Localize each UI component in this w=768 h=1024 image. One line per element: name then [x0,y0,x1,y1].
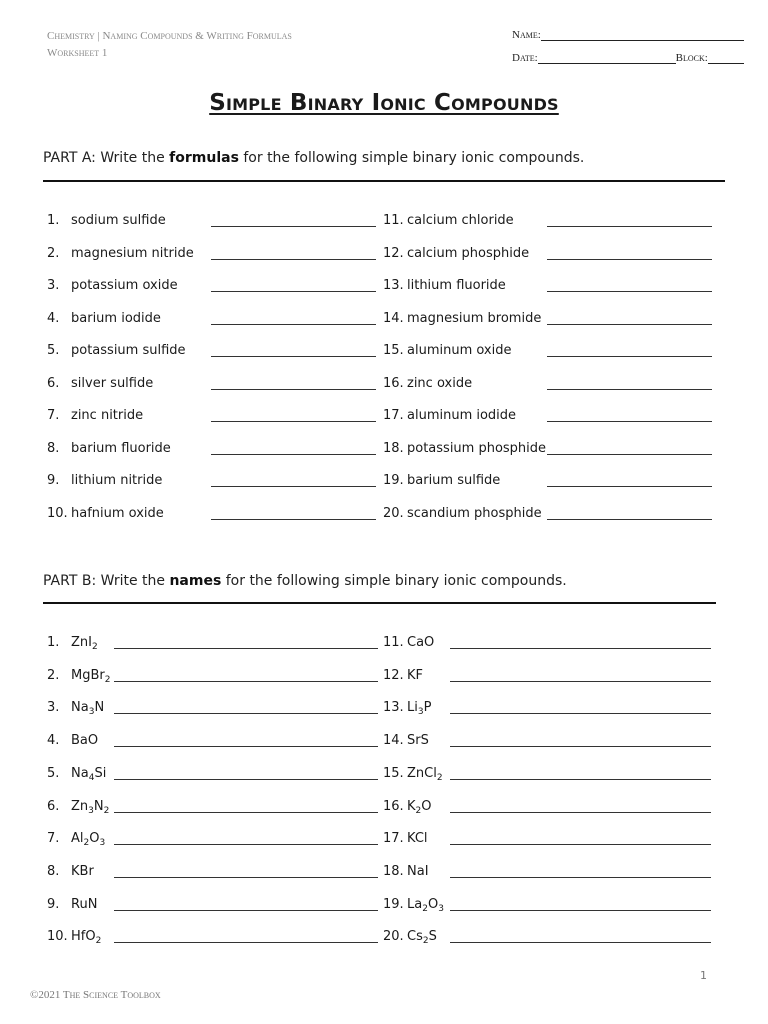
answer-blank[interactable] [211,474,376,487]
answer-blank[interactable] [211,344,376,357]
compound-name: zinc oxide [407,375,473,391]
part-b-divider [43,602,716,604]
course-title: Chemistry | Naming Compounds & Writing Formulas [47,30,292,42]
part-b-item [47,826,378,849]
answer-blank[interactable] [211,507,376,520]
item-number: 12. [383,245,404,261]
part-a-item [47,241,376,261]
compound-name: hafnium oxide [71,505,164,521]
chemical-formula: $La_2O_3$ [407,896,444,914]
answer-blank[interactable] [450,898,711,911]
part-b-item [383,924,711,947]
item-number: 2. [47,245,60,261]
item-number: 5. [47,343,60,358]
item-number: 7. [47,831,60,847]
part-a-item [383,371,712,391]
item-number: 15. [383,343,404,358]
item-number: 5. [47,765,60,781]
answer-blank[interactable] [114,930,378,943]
part-b-item [47,728,378,748]
chemical-formula: CaO [407,635,435,650]
chemical-formula: $Na_4Si$ [71,765,107,783]
answer-blank[interactable] [211,214,376,227]
chemical-formula: RuN [71,896,98,912]
chemical-formula: ZnI$_2$ [71,635,98,652]
answer-blank[interactable] [114,636,378,649]
item-number: 17. [383,408,404,423]
item-number: 9. [47,896,60,912]
answer-blank[interactable] [211,279,376,292]
item-number: 2. [47,667,60,683]
compound-name: sodium sulfide [71,213,166,228]
part-a-item [383,436,712,456]
part-a-item [383,403,712,423]
item-number: 11. [383,213,404,228]
answer-blank[interactable] [211,377,376,390]
part-b-item [383,663,711,683]
item-number: 10. [47,505,68,521]
part-a-item [47,371,376,391]
date-label: Date: [512,52,538,64]
name-field[interactable] [541,28,744,41]
part-a-item [383,241,712,261]
part-a-item [383,208,712,228]
part-a-item [47,338,376,358]
item-number: 14. [383,733,404,749]
item-number: 11. [383,635,404,650]
part-a-item [47,403,376,423]
part-b-item [383,761,711,781]
answer-blank[interactable] [547,442,712,455]
item-number: 18. [383,863,404,879]
compound-name: magnesium bromide [407,310,542,326]
chemical-formula: KF [407,667,424,683]
course-header [47,28,292,62]
item-number: 19. [383,896,404,912]
answer-blank[interactable] [450,701,711,714]
part-a-divider [43,180,725,182]
answer-blank[interactable] [450,832,711,845]
part-a-heading: PART A: Write the formulas for the following simple binary ionic compounds. [43,150,585,166]
answer-blank[interactable] [114,800,378,813]
worksheet-label: Worksheet 1 [47,47,108,59]
answer-blank[interactable] [547,344,712,357]
answer-blank[interactable] [450,865,711,878]
answer-blank[interactable] [450,800,711,813]
answer-blank[interactable] [547,377,712,390]
item-number: 13. [383,700,404,716]
item-number: 4. [47,733,60,749]
copyright-footer: ©2021 The Science Toolbox [30,989,161,1001]
part-b-item [47,892,378,912]
item-number: 12. [383,667,404,683]
compound-name: silver sulfide [71,375,154,391]
answer-blank[interactable] [211,442,376,455]
part-a-item [383,306,712,326]
part-b-heading: PART B: Write the names for the following simple binary ionic compounds. [43,573,567,589]
name-label: Name: [512,29,541,41]
answer-blank[interactable] [450,669,711,682]
part-a-item [47,306,376,326]
part-a-item [383,501,712,521]
chemical-formula: $Al_2O_3$ [71,831,106,849]
chemical-formula: KCl [407,831,428,847]
answer-blank[interactable] [114,669,378,682]
part-a-item [47,501,376,521]
item-number: 6. [47,375,60,391]
chemical-formula: $Li_3P$ [407,700,432,718]
compound-name: aluminum iodide [407,408,517,423]
answer-blank[interactable] [547,507,712,520]
compound-name: barium fluoride [71,440,171,456]
item-number: 3. [47,278,60,293]
answer-blank[interactable] [547,409,712,422]
part-b-item [383,695,711,718]
part-b-item [47,761,378,781]
block-label: Block: [675,52,708,64]
part-b-item [383,892,711,912]
part-a-item [47,208,376,228]
part-b-item [47,924,378,947]
part-b-item [383,826,711,846]
answer-blank[interactable] [547,247,712,260]
page-number: 1 [700,969,707,982]
chemical-formula: $Zn_3N_2$ [71,798,110,816]
item-number: 6. [47,798,60,814]
part-b-item [47,630,378,650]
answer-blank[interactable] [450,636,711,649]
part-b-item [47,695,378,718]
chemical-formula: HfO$_2$ [71,929,102,947]
chemical-formula: MgBr$_2$ [71,667,111,685]
item-number: 1. [47,213,60,228]
item-number: 9. [47,473,60,488]
answer-blank[interactable] [114,701,378,714]
compound-name: lithium nitride [71,473,163,488]
student-info [512,24,744,70]
item-number: 20. [383,505,404,521]
item-number: 8. [47,440,60,456]
item-number: 17. [383,831,404,847]
item-number: 4. [47,310,60,326]
chemical-formula: BaO [71,733,99,749]
compound-name: calcium chloride [407,213,514,228]
item-number: 16. [383,798,404,814]
compound-name: aluminum oxide [407,343,512,358]
compound-name: lithium fluoride [407,278,506,293]
item-number: 3. [47,700,60,716]
date-field[interactable] [538,51,676,64]
item-number: 15. [383,765,404,781]
compound-name: barium iodide [71,310,161,326]
item-number: 7. [47,408,60,423]
compound-name: scandium phosphide [407,505,542,521]
page-title: Simple Binary Ionic Compounds [209,90,559,116]
answer-blank[interactable] [450,767,711,780]
answer-blank[interactable] [547,279,712,292]
part-b-item [383,794,711,814]
chemical-formula: NaI [407,863,429,879]
block-field[interactable] [708,51,744,64]
chemical-formula: SrS [407,733,429,749]
part-a-item [47,436,376,456]
date-block-line [512,47,744,64]
item-number: 1. [47,635,60,650]
chemical-formula: $Na_3N$ [71,700,105,718]
answer-blank[interactable] [114,734,378,747]
item-number: 8. [47,863,60,879]
item-number: 20. [383,929,404,945]
part-b-item [47,794,378,814]
chemical-formula: $Cs_2S$ [407,929,437,947]
name-line [512,24,744,41]
answer-blank[interactable] [114,832,378,845]
compound-name: magnesium nitride [71,245,194,261]
item-number: 18. [383,440,404,456]
part-b-item [383,859,711,879]
item-number: 16. [383,375,404,391]
item-number: 14. [383,310,404,326]
answer-blank[interactable] [211,409,376,422]
answer-blank[interactable] [211,312,376,325]
compound-name: calcium phosphide [407,245,530,261]
answer-blank[interactable] [114,865,378,878]
part-a-item [47,468,376,488]
compound-name: zinc nitride [71,408,144,423]
item-number: 13. [383,278,404,293]
part-b-item [47,663,378,683]
item-number: 10. [47,929,68,945]
answer-blank[interactable] [211,247,376,260]
chemical-formula: $K_2O$ [407,798,432,816]
part-a-item [383,468,712,488]
answer-blank[interactable] [547,312,712,325]
answer-blank[interactable] [114,767,378,780]
part-b-item [47,859,378,879]
item-number: 19. [383,473,404,488]
answer-blank[interactable] [114,898,378,911]
part-a-item [383,338,712,358]
part-a-item [383,273,712,293]
chemical-formula: ZnCl$_2$ [407,765,443,783]
compound-name: potassium phosphide [407,440,547,456]
answer-blank[interactable] [547,214,712,227]
compound-name: potassium sulfide [71,343,186,358]
part-a-item [47,273,376,293]
compound-name: potassium oxide [71,278,178,293]
chemical-formula: KBr [71,863,94,879]
part-b-item [383,630,711,650]
compound-name: barium sulfide [407,473,501,488]
answer-blank[interactable] [547,474,712,487]
answer-blank[interactable] [450,734,711,747]
part-b-item [383,728,711,748]
answer-blank[interactable] [450,930,711,943]
